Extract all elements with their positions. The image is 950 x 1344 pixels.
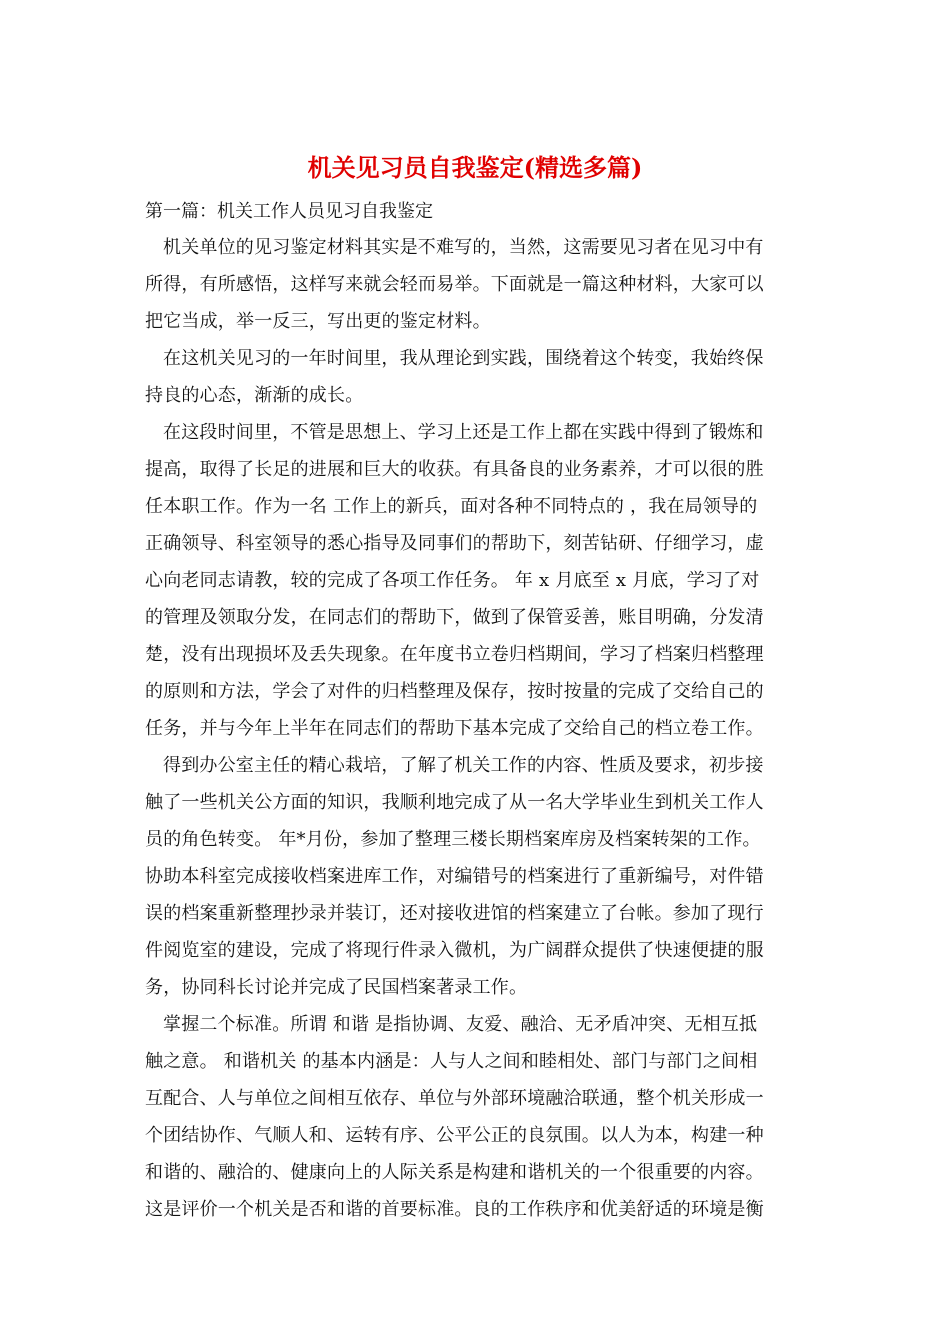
- text-line: 和谐的、融洽的、健康向上的人际关系是构建和谐机关的一个很重要的内容。: [145, 1162, 764, 1183]
- text-line: 楚，没有出现损坏及丢失现象。在年度书立卷归档期间，学习了档案归档整理: [145, 644, 764, 665]
- text-line: 的原则和方法，学会了对件的归档整理及保存，按时按量的完成了交给自己的: [145, 681, 764, 702]
- text-line: 持良的心态，渐渐的成长。: [145, 385, 364, 406]
- text-line: 机关单位的见习鉴定材料其实是不难写的，当然，这需要见习者在见习中有: [163, 237, 764, 258]
- text-line: 在这段时间里，不管是思想上、学习上还是工作上都在实践中得到了锻炼和: [163, 422, 764, 443]
- text-line: 件阅览室的建设，完成了将现行件录入微机，为广阔群众提供了快速便捷的服: [145, 940, 764, 961]
- text-line: 触了一些机关公方面的知识，我顺利地完成了从一名大学毕业生到机关工作人: [145, 792, 764, 813]
- text-line: 掌握二个标准。所谓 和谐 是指协调、友爱、融洽、无矛盾冲突、无相互抵: [163, 1014, 758, 1035]
- text-line: 触之意。 和谐机关 的基本内涵是：人与人之间和睦相处、部门与部门之间相: [145, 1051, 758, 1072]
- text-line: 协助本科室完成接收档案进库工作，对编错号的档案进行了重新编号，对件错: [145, 866, 764, 887]
- text-line: 务，协同科长讨论并完成了民国档案著录工作。: [145, 977, 528, 998]
- text-line: 把它当成，举一反三，写出更的鉴定材料。: [145, 311, 491, 332]
- text-line: 员的角色转变。 年*月份，参加了整理三楼长期档案库房及档案转架的工作。: [145, 829, 761, 850]
- text-line: 正确领导、科室领导的悉心指导及同事们的帮助下，刻苦钻研、仔细学习，虚: [145, 533, 764, 554]
- text-line: 误的档案重新整理抄录并装订，还对接收进馆的档案建立了台帐。参加了现行: [145, 903, 764, 924]
- text-line: 得到办公室主任的精心栽培，了解了机关工作的内容、性质及要求，初步接: [163, 755, 764, 776]
- text-line: 的管理及领取分发，在同志们的帮助下，做到了保管妥善，账目明确，分发清: [145, 607, 764, 628]
- text-line: 个团结协作、气顺人和、运转有序、公平公正的良氛围。以人为本，构建一种: [145, 1125, 764, 1146]
- text-line: 这是评价一个机关是否和谐的首要标准。良的工作秩序和优美舒适的环境是衡: [145, 1199, 764, 1220]
- text-line: 提高，取得了长足的进展和巨大的收获。有具备良的业务素养，才可以很的胜: [145, 459, 764, 480]
- text-line: 互配合、人与单位之间相互依存、单位与外部环境融洽联通，整个机关形成一: [145, 1088, 764, 1109]
- text-line: 在这机关见习的一年时间里，我从理论到实践，围绕着这个转变，我始终保: [163, 348, 764, 369]
- document-title: 机关见习员自我鉴定(精选多篇): [307, 153, 643, 182]
- text-line: 心向老同志请教，较的完成了各项工作任务。 年 x 月底至 x 月底，学习了对: [145, 570, 760, 591]
- text-line: 任本职工作。作为一名 工作上的新兵，面对各种不同特点的 ，我在局领导的: [145, 496, 758, 517]
- text-line: 任务，并与今年上半年在同志们的帮助下基本完成了交给自己的档立卷工作。: [145, 718, 764, 739]
- section-heading: 第一篇：机关工作人员见习自我鉴定: [145, 201, 433, 222]
- text-line: 所得，有所感悟，这样写来就会轻而易举。下面就是一篇这种材料，大家可以: [145, 274, 764, 295]
